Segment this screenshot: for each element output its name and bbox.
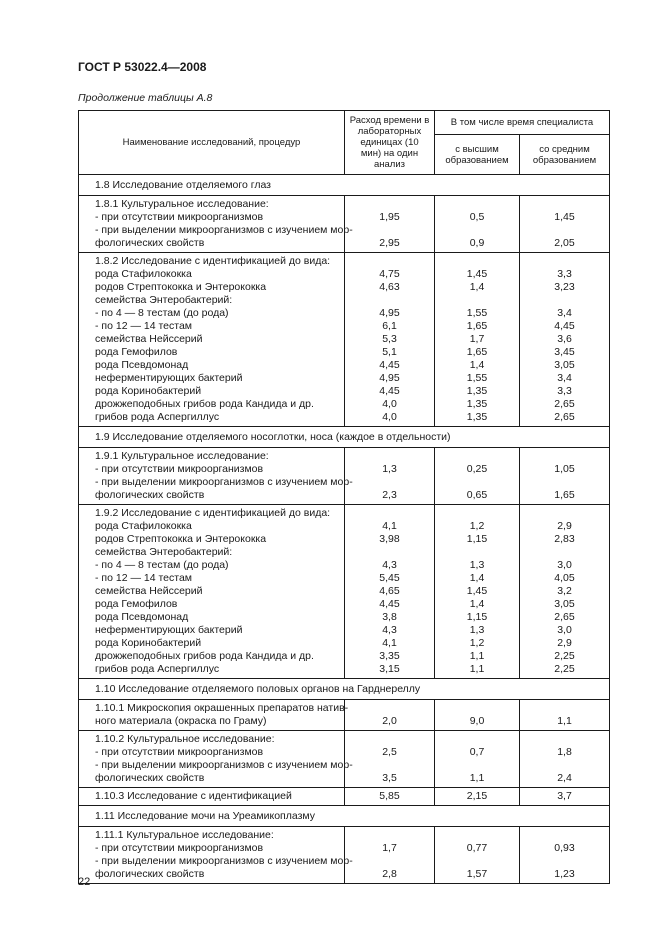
higher-education-cell bbox=[435, 253, 520, 427]
value-line: 3,0 bbox=[557, 624, 572, 636]
table-row bbox=[79, 700, 610, 731]
procedure-line: ного материала (окраска по Граму) bbox=[95, 715, 267, 727]
value-line: 1,4 bbox=[469, 598, 485, 610]
value-line bbox=[521, 476, 608, 489]
procedure-line: - по 12 — 14 тестам bbox=[95, 320, 192, 332]
value-line: 1,4 bbox=[469, 281, 485, 293]
value-line bbox=[521, 507, 608, 520]
col-header-higher-education: с высшим образованием bbox=[435, 135, 520, 175]
value-line: 3,23 bbox=[554, 281, 575, 293]
value-line bbox=[521, 759, 608, 772]
value-line: 2,95 bbox=[379, 237, 400, 249]
value-line: 4,1 bbox=[382, 520, 397, 532]
section-label: 1.8 Исследование отделяемого глаз bbox=[79, 175, 610, 196]
procedure-name-cell bbox=[79, 196, 353, 253]
value-line bbox=[521, 198, 608, 211]
table-body bbox=[79, 175, 610, 884]
value-line: 3,3 bbox=[557, 268, 572, 280]
secondary-education-cell bbox=[520, 505, 610, 679]
value-line: 1,45 bbox=[466, 268, 488, 280]
value-line bbox=[346, 255, 433, 268]
higher-education-cell bbox=[435, 731, 520, 788]
value-line bbox=[346, 198, 433, 211]
secondary-education-cell bbox=[520, 731, 610, 788]
procedure-line: 1.10.1 Микроскопия окрашенных препаратов натив- bbox=[95, 702, 349, 714]
higher-education-cell bbox=[435, 788, 520, 806]
time-consumption-table bbox=[78, 110, 610, 884]
value-line: 1,7 bbox=[382, 842, 397, 854]
procedure-line: 1.8.2 Исследование с идентификацией до вида: bbox=[95, 255, 331, 267]
procedure-line: 1.9.1 Культуральное исследование: bbox=[95, 450, 269, 462]
value-line: 2,4 bbox=[557, 772, 572, 784]
value-line bbox=[346, 507, 433, 520]
value-line bbox=[521, 546, 608, 559]
value-line: 3,45 bbox=[554, 346, 575, 358]
value-line bbox=[346, 294, 433, 307]
secondary-education-cell bbox=[520, 827, 610, 884]
value-line: 4,0 bbox=[382, 411, 397, 423]
section-row bbox=[79, 175, 610, 196]
value-line: 1,1 bbox=[469, 650, 485, 662]
procedure-name-cell bbox=[79, 827, 353, 884]
value-line: 1,35 bbox=[466, 385, 488, 397]
procedure-line: - при отсутствии микроорганизмов bbox=[95, 463, 264, 475]
value-line bbox=[436, 198, 518, 211]
procedure-line: 1.8.1 Культуральное исследование: bbox=[95, 198, 269, 210]
value-line: 1,35 bbox=[466, 411, 488, 423]
value-line: 2,65 bbox=[554, 411, 575, 423]
value-line: 2,25 bbox=[554, 650, 575, 662]
value-line: 4,63 bbox=[379, 281, 400, 293]
value-line: 3,2 bbox=[557, 585, 572, 597]
value-line: 2,0 bbox=[382, 715, 397, 727]
procedure-name-cell bbox=[79, 448, 353, 505]
value-line bbox=[521, 450, 608, 463]
procedure-line: - при выделении микроорганизмов с изучением мор- bbox=[95, 855, 353, 867]
procedure-line: грибов рода Аспергиллус bbox=[95, 663, 220, 675]
time-units-cell bbox=[345, 253, 435, 427]
value-line bbox=[436, 224, 518, 237]
value-line: 3,4 bbox=[557, 372, 572, 384]
value-line: 1,1 bbox=[557, 715, 572, 727]
col-header-specialist-group: В том числе время специалиста bbox=[435, 111, 610, 135]
value-line bbox=[521, 733, 608, 746]
value-line bbox=[436, 829, 518, 842]
procedure-line: семейства Энтеробактерий: bbox=[95, 546, 233, 558]
time-units-cell bbox=[345, 788, 435, 806]
value-line: 2,15 bbox=[466, 790, 488, 802]
value-line: 1,7 bbox=[469, 333, 485, 345]
value-line: 1,3 bbox=[382, 463, 397, 475]
value-line: 1,35 bbox=[466, 398, 488, 410]
table-row bbox=[79, 505, 610, 679]
value-line: 1,1 bbox=[469, 772, 485, 784]
value-line bbox=[346, 702, 433, 715]
value-line: 0,65 bbox=[466, 489, 488, 501]
higher-education-cell bbox=[435, 448, 520, 505]
value-line: 1,05 bbox=[554, 463, 575, 475]
procedure-line: фологических свойств bbox=[95, 868, 205, 880]
value-line: 4,95 bbox=[379, 307, 400, 319]
value-line: 1,65 bbox=[466, 320, 488, 332]
value-line: 3,4 bbox=[557, 307, 572, 319]
section-row bbox=[79, 806, 610, 827]
value-line bbox=[521, 224, 608, 237]
value-line: 3,35 bbox=[379, 650, 400, 662]
value-line bbox=[346, 733, 433, 746]
value-line: 3,05 bbox=[554, 359, 575, 371]
table-row bbox=[79, 788, 610, 806]
procedure-line: рода Коринобактерий bbox=[95, 385, 202, 397]
value-line bbox=[346, 224, 433, 237]
col-header-secondary-education: со средним образованием bbox=[520, 135, 610, 175]
value-line: 1,3 bbox=[469, 624, 485, 636]
procedure-line: - по 4 — 8 тестам (до рода) bbox=[95, 307, 229, 319]
value-line bbox=[521, 702, 608, 715]
table-row bbox=[79, 448, 610, 505]
value-line: 1,95 bbox=[379, 211, 400, 223]
procedure-name-cell bbox=[79, 731, 353, 788]
value-line: 0,5 bbox=[469, 211, 485, 223]
value-line bbox=[436, 255, 518, 268]
value-line: 2,5 bbox=[382, 746, 397, 758]
secondary-education-cell bbox=[520, 788, 610, 806]
procedure-line: неферментирующих бактерий bbox=[95, 624, 243, 636]
procedure-line: родов Стрептококка и Энтерококка bbox=[95, 533, 267, 545]
table-row bbox=[79, 827, 610, 884]
value-line bbox=[436, 702, 518, 715]
procedure-line: родов Стрептококка и Энтерококка bbox=[95, 281, 267, 293]
value-line: 4,3 bbox=[382, 559, 397, 571]
procedure-line: - по 12 — 14 тестам bbox=[95, 572, 192, 584]
table-row bbox=[79, 731, 610, 788]
value-line bbox=[346, 476, 433, 489]
procedure-line: неферментирующих бактерий bbox=[95, 372, 243, 384]
value-line bbox=[346, 759, 433, 772]
value-line: 1,15 bbox=[466, 533, 488, 545]
table-row bbox=[79, 196, 610, 253]
value-line: 0,7 bbox=[469, 746, 485, 758]
value-line bbox=[521, 255, 608, 268]
value-line: 1,65 bbox=[554, 489, 575, 501]
procedure-line: семейства Энтеробактерий: bbox=[95, 294, 233, 306]
value-line: 4,65 bbox=[379, 585, 400, 597]
value-line bbox=[346, 546, 433, 559]
procedure-line: рода Стафилококка bbox=[95, 268, 192, 280]
section-row bbox=[79, 427, 610, 448]
value-line bbox=[436, 759, 518, 772]
col-header-procedure-name: Наименование исследований, процедур bbox=[79, 111, 345, 175]
value-line bbox=[436, 476, 518, 489]
procedure-name-cell bbox=[79, 700, 349, 731]
value-line: 1,4 bbox=[469, 572, 485, 584]
value-line: 4,1 bbox=[382, 637, 397, 649]
procedure-line: грибов рода Аспергиллус bbox=[95, 411, 220, 423]
value-line: 1,65 bbox=[466, 346, 488, 358]
value-line: 2,65 bbox=[554, 398, 575, 410]
procedure-line: 1.11.1 Культуральное исследование: bbox=[95, 829, 274, 841]
procedure-line: - при выделении микроорганизмов с изучением мор- bbox=[95, 476, 353, 488]
value-line: 1,57 bbox=[466, 868, 488, 880]
value-line: 3,3 bbox=[557, 385, 572, 397]
procedure-line: фологических свойств bbox=[95, 489, 205, 501]
procedure-line: семейства Нейссерий bbox=[95, 333, 203, 345]
value-line: 3,7 bbox=[557, 790, 572, 802]
value-line: 4,45 bbox=[379, 598, 400, 610]
secondary-education-cell bbox=[520, 253, 610, 427]
value-line: 3,0 bbox=[557, 559, 572, 571]
value-line: 2,65 bbox=[554, 611, 575, 623]
value-line: 2,8 bbox=[382, 868, 397, 880]
value-line: 0,9 bbox=[469, 237, 485, 249]
value-line bbox=[346, 855, 433, 868]
procedure-line: рода Коринобактерий bbox=[95, 637, 202, 649]
procedure-line: 1.10.3 Исследование с идентификацией bbox=[95, 790, 292, 802]
value-line bbox=[436, 507, 518, 520]
value-line: 1,1 bbox=[469, 663, 485, 675]
value-line: 4,45 bbox=[379, 385, 400, 397]
value-line: 3,05 bbox=[554, 598, 575, 610]
procedure-line: - при выделении микроорганизмов с изучением мор- bbox=[95, 759, 353, 771]
higher-education-cell bbox=[435, 196, 520, 253]
value-line bbox=[436, 733, 518, 746]
value-line bbox=[521, 294, 608, 307]
procedure-line: дрожжеподобных грибов рода Кандида и др. bbox=[95, 650, 314, 662]
table-continuation-caption: Продолжение таблицы А.8 bbox=[78, 92, 213, 104]
procedure-name-cell bbox=[79, 253, 345, 427]
value-line: 4,45 bbox=[554, 320, 575, 332]
value-line: 4,45 bbox=[379, 359, 400, 371]
value-line: 3,98 bbox=[379, 533, 400, 545]
value-line bbox=[346, 450, 433, 463]
procedure-line: рода Гемофилов bbox=[95, 598, 178, 610]
section-label: 1.9 Исследование отделяемого носоглотки, носа (каждое в отдельности) bbox=[79, 427, 610, 448]
time-units-cell bbox=[345, 731, 435, 788]
value-line: 5,3 bbox=[382, 333, 397, 345]
value-line bbox=[436, 855, 518, 868]
procedure-line: рода Гемофилов bbox=[95, 346, 178, 358]
value-line: 6,1 bbox=[382, 320, 397, 332]
value-line bbox=[521, 855, 608, 868]
procedure-line: фологических свойств bbox=[95, 237, 205, 249]
value-line: 1,55 bbox=[466, 372, 488, 384]
value-line: 5,1 bbox=[382, 346, 397, 358]
procedure-name-cell bbox=[79, 788, 345, 806]
secondary-education-cell bbox=[520, 700, 610, 731]
value-line: 2,83 bbox=[554, 533, 575, 545]
value-line: 1,3 bbox=[469, 559, 485, 571]
value-line: 4,0 bbox=[382, 398, 397, 410]
higher-education-cell bbox=[435, 827, 520, 884]
time-units-cell bbox=[345, 700, 435, 731]
value-line: 1,8 bbox=[557, 746, 572, 758]
value-line: 1,45 bbox=[554, 211, 575, 223]
higher-education-cell bbox=[435, 505, 520, 679]
secondary-education-cell bbox=[520, 448, 610, 505]
procedure-line: рода Стафилококка bbox=[95, 520, 192, 532]
procedure-name-cell bbox=[79, 505, 345, 679]
value-line: 0,77 bbox=[466, 842, 488, 854]
procedure-line: - при отсутствии микроорганизмов bbox=[95, 211, 264, 223]
section-label: 1.11 Исследование мочи на Уреамикоплазму bbox=[79, 806, 610, 827]
procedure-line: - при отсутствии микроорганизмов bbox=[95, 842, 264, 854]
procedure-line: - при выделении микроорганизмов с изучением мор- bbox=[95, 224, 353, 236]
section-row bbox=[79, 679, 610, 700]
procedure-line: рода Псевдомонад bbox=[95, 611, 189, 623]
value-line: 4,75 bbox=[379, 268, 400, 280]
value-line: 1,2 bbox=[469, 637, 485, 649]
procedure-line: семейства Нейссерий bbox=[95, 585, 203, 597]
secondary-education-cell bbox=[520, 196, 610, 253]
table-row bbox=[79, 253, 610, 427]
procedure-line: 1.9.2 Исследование с идентификацией до вида: bbox=[95, 507, 331, 519]
procedure-line: - по 4 — 8 тестам (до рода) bbox=[95, 559, 229, 571]
value-line: 4,05 bbox=[554, 572, 575, 584]
higher-education-cell bbox=[435, 700, 520, 731]
value-line: 3,5 bbox=[382, 772, 397, 784]
value-line: 0,93 bbox=[554, 842, 575, 854]
value-line: 4,95 bbox=[379, 372, 400, 384]
procedure-line: рода Псевдомонад bbox=[95, 359, 189, 371]
value-line bbox=[436, 450, 518, 463]
value-line: 3,6 bbox=[557, 333, 572, 345]
value-line: 1,55 bbox=[466, 307, 488, 319]
value-line: 2,25 bbox=[554, 663, 575, 675]
table-header bbox=[79, 111, 610, 175]
value-line: 9,0 bbox=[469, 715, 485, 727]
value-line: 2,3 bbox=[382, 489, 397, 501]
value-line bbox=[436, 294, 518, 307]
value-line: 2,9 bbox=[557, 637, 572, 649]
value-line bbox=[436, 546, 518, 559]
time-units-cell bbox=[345, 827, 435, 884]
doc-number: ГОСТ Р 53022.4—2008 bbox=[78, 60, 207, 74]
value-line: 3,15 bbox=[379, 663, 400, 675]
value-line: 3,8 bbox=[382, 611, 397, 623]
col-header-time-units: Расход времени в лабораторных единицах (10 мин) на один анализ bbox=[345, 111, 435, 175]
value-line: 1,15 bbox=[466, 611, 488, 623]
value-line: 1,4 bbox=[469, 359, 485, 371]
value-line: 2,9 bbox=[557, 520, 572, 532]
time-units-cell bbox=[345, 196, 435, 253]
value-line: 1,23 bbox=[554, 868, 575, 880]
value-line: 0,25 bbox=[466, 463, 488, 475]
value-line: 4,3 bbox=[382, 624, 397, 636]
value-line: 2,05 bbox=[554, 237, 575, 249]
procedure-line: дрожжеподобных грибов рода Кандида и др. bbox=[95, 398, 314, 410]
value-line: 1,45 bbox=[466, 585, 488, 597]
time-units-cell bbox=[345, 448, 435, 505]
value-line: 5,45 bbox=[379, 572, 400, 584]
page-number: 22 bbox=[78, 876, 91, 888]
procedure-line: - при отсутствии микроорганизмов bbox=[95, 746, 264, 758]
time-units-cell bbox=[345, 505, 435, 679]
value-line: 5,85 bbox=[379, 790, 400, 802]
value-line bbox=[521, 829, 608, 842]
procedure-line: 1.10.2 Культуральное исследование: bbox=[95, 733, 275, 745]
section-label: 1.10 Исследование отделяемого половых органов на Гарднереллу bbox=[79, 679, 610, 700]
procedure-line: фологических свойств bbox=[95, 772, 205, 784]
value-line: 1,2 bbox=[469, 520, 485, 532]
value-line bbox=[346, 829, 433, 842]
